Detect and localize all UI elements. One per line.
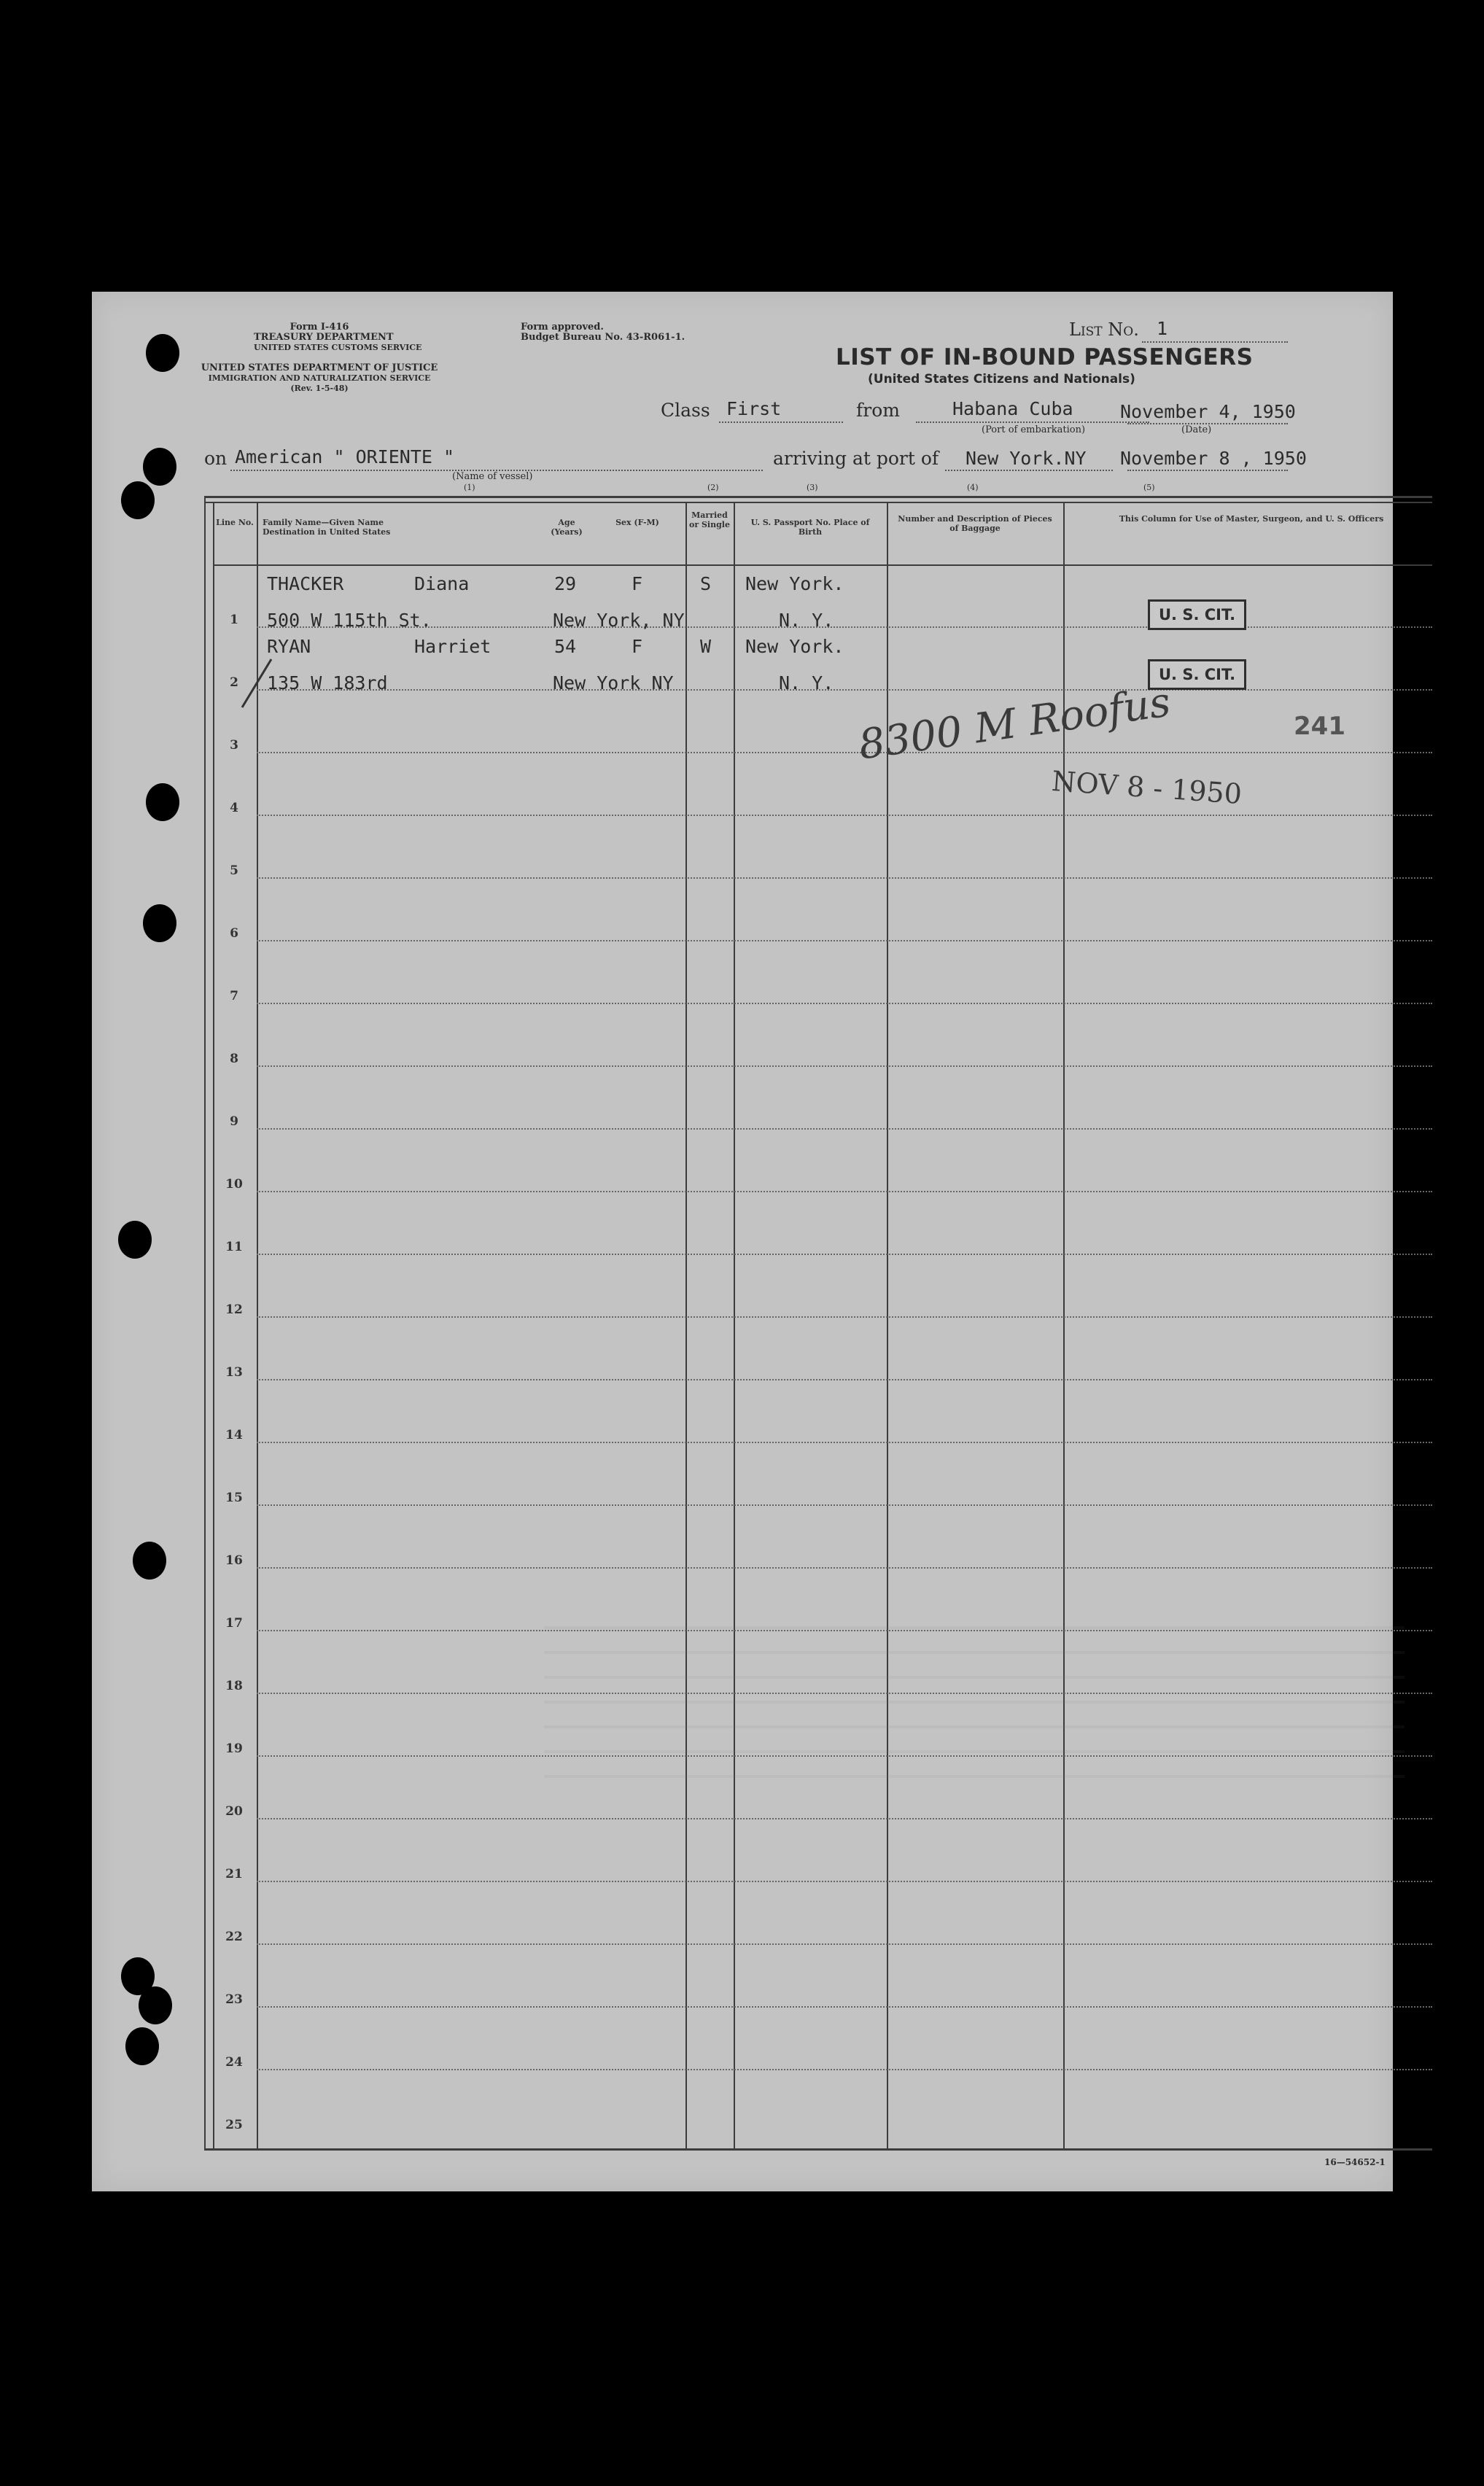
vessel-caption: (Name of vessel) — [452, 471, 533, 482]
passenger-dest-city: New York, NY — [553, 610, 685, 631]
passenger-married: W — [700, 636, 712, 657]
on-label: on — [204, 448, 228, 469]
bleed-through-text — [544, 1604, 1405, 1779]
arrival-port: New York.NY — [966, 448, 1087, 469]
row-number: 1 — [230, 613, 238, 627]
class-value: First — [726, 398, 782, 419]
passenger-given-name: Diana — [414, 573, 470, 594]
passenger-age: 29 — [554, 573, 577, 594]
row-number: 3 — [230, 738, 238, 753]
class-label: Class — [661, 400, 710, 421]
port-caption: (Port of embarkation) — [982, 424, 1086, 435]
header-age: Age (Years) — [551, 518, 583, 537]
row-number: 22 — [225, 1930, 243, 1944]
arrival-port-line — [945, 470, 1113, 471]
binder-hole — [118, 1221, 152, 1259]
form-id: Form I-416 TREASURY DEPARTMENT UNITED STATES CUSTOMS SERVICE — [254, 322, 422, 352]
row-line — [257, 1567, 1432, 1569]
row-line — [257, 1003, 1432, 1004]
passenger-birth-city: New York. — [745, 636, 844, 657]
from-label: from — [856, 400, 900, 421]
arrival-date: November 8 , 1950 — [1120, 448, 1307, 469]
passenger-age: 54 — [554, 636, 577, 657]
table-top-border — [204, 496, 1432, 498]
binder-hole — [143, 904, 176, 942]
col-num-2: (2) — [707, 483, 719, 492]
row-line — [257, 815, 1432, 816]
us-citizen-stamp: U. S. CIT. — [1148, 599, 1246, 630]
row-number: 25 — [225, 2118, 243, 2132]
row-line — [257, 1881, 1432, 1882]
passenger-birth-state: N. Y. — [779, 610, 834, 631]
row-number: 20 — [225, 1804, 243, 1819]
row-number: 6 — [230, 926, 238, 941]
row-number: 13 — [225, 1365, 243, 1380]
binder-hole — [121, 481, 155, 519]
row-line — [257, 626, 1432, 628]
binder-hole — [133, 1542, 166, 1580]
vessel-value: American " ORIENTE " — [235, 446, 455, 467]
inspection-date: NOV 8 - 1950 — [1050, 764, 1243, 811]
passenger-address: 500 W 115th St. — [267, 610, 432, 631]
row-line — [257, 1943, 1432, 1945]
binder-hole — [125, 2027, 159, 2065]
header-baggage: Number and Description of Pieces of Baggage — [898, 514, 1052, 533]
passenger-given-name: Harriet — [414, 636, 492, 657]
line-col-right — [257, 502, 258, 2148]
row-line — [257, 940, 1432, 941]
row-line — [257, 2069, 1432, 2070]
row-line — [257, 1442, 1432, 1443]
row-number: 19 — [225, 1741, 243, 1756]
row-line — [257, 1504, 1432, 1506]
col-num-3: (3) — [807, 483, 818, 492]
row-number: 14 — [225, 1428, 243, 1442]
passenger-family-name: THACKER — [267, 573, 344, 594]
row-number: 2 — [230, 675, 238, 690]
table-left-border — [204, 496, 206, 2151]
row-number: 23 — [225, 1992, 243, 2007]
row-line — [257, 1128, 1432, 1130]
row-number: 10 — [225, 1177, 243, 1192]
manifest-sheet — [92, 292, 1393, 2191]
row-number: 5 — [230, 863, 238, 878]
officer-signature: 8300 M Roofus — [855, 678, 1174, 769]
table-top-border-2 — [204, 502, 1432, 503]
row-line — [257, 1191, 1432, 1192]
binder-hole — [143, 448, 176, 486]
row-line — [257, 1065, 1432, 1067]
list-no-line — [1142, 341, 1288, 343]
passenger-birth-state: N. Y. — [779, 672, 834, 694]
row-line — [257, 1316, 1432, 1318]
passenger-sex: F — [632, 636, 643, 657]
page-subtitle: (United States Citizens and Nationals) — [868, 372, 1135, 387]
row-line — [257, 1254, 1432, 1255]
header-passport: U. S. Passport No. Place of Birth — [750, 518, 870, 537]
table-bottom-border — [204, 2148, 1432, 2151]
passenger-sex: F — [632, 573, 643, 594]
header-name: Family Name—Given Name Destination in United States — [263, 518, 391, 537]
date-caption: (Date) — [1181, 424, 1212, 435]
passenger-address: 135 W 183rd — [267, 672, 388, 694]
row-number: 16 — [225, 1553, 243, 1568]
row-number: 24 — [225, 2055, 243, 2070]
row-number: 9 — [230, 1114, 238, 1129]
agency-block: UNITED STATES DEPARTMENT OF JUSTICE IMMIGRATION AND NATURALIZATION SERVICE (Rev. 1-5-48) — [201, 362, 438, 393]
arrival-date-line — [1127, 470, 1288, 471]
binder-hole — [146, 334, 179, 372]
col-num-4: (4) — [967, 483, 979, 492]
officers-col-left — [1063, 502, 1065, 2148]
header-line-no: Line No. — [216, 518, 254, 527]
col-num-1: (1) — [464, 483, 475, 492]
header-officers: This Column for Use of Master, Surgeon, and U. S. Officers — [1119, 514, 1384, 524]
col-num-5: (5) — [1143, 483, 1155, 492]
stamp-number: 241 — [1294, 712, 1345, 741]
passport-col-left — [734, 502, 735, 2148]
row-number: 4 — [230, 801, 238, 815]
from-value: Habana Cuba — [952, 398, 1073, 419]
row-line — [257, 1818, 1432, 1819]
passenger-family-name: RYAN — [267, 636, 311, 657]
row-number: 12 — [225, 1302, 243, 1317]
row-number: 11 — [225, 1240, 243, 1254]
approval-block: Form approved. Budget Bureau No. 43-R061-1. — [521, 322, 685, 343]
row-number: 15 — [225, 1491, 243, 1505]
row-number: 21 — [225, 1867, 243, 1881]
header-sex: Sex (F-M) — [615, 518, 659, 527]
binder-hole — [139, 1986, 172, 2024]
pen-slash-mark — [235, 656, 279, 715]
passenger-dest-city: New York NY — [553, 672, 674, 694]
page-title: LIST OF IN-BOUND PASSENGERS — [836, 344, 1254, 370]
class-line — [719, 422, 843, 423]
row-line — [257, 2006, 1432, 2008]
row-number: 18 — [225, 1679, 243, 1693]
departure-date: November 4, 1950 — [1120, 401, 1296, 422]
line-col-left — [213, 502, 214, 2148]
row-line — [257, 877, 1432, 879]
header-bottom-border — [213, 564, 1432, 566]
row-line — [257, 752, 1432, 753]
us-citizen-stamp: U. S. CIT. — [1148, 659, 1246, 690]
row-number: 8 — [230, 1052, 238, 1066]
row-number: 17 — [225, 1616, 243, 1631]
list-no-value: 1 — [1157, 318, 1168, 339]
passenger-married: S — [700, 573, 712, 594]
list-no-label: List No. — [1069, 319, 1139, 340]
header-married: Married or Single — [689, 510, 730, 529]
from-line — [916, 422, 1149, 423]
row-line — [257, 689, 1432, 691]
row-number: 7 — [230, 989, 238, 1003]
binder-hole — [146, 783, 179, 821]
row-line — [257, 1379, 1432, 1380]
arriving-label: arriving at port of — [773, 448, 939, 469]
passenger-birth-city: New York. — [745, 573, 844, 594]
form-code: 16—54652-1 — [1324, 2157, 1386, 2167]
married-col-left — [685, 502, 687, 2148]
